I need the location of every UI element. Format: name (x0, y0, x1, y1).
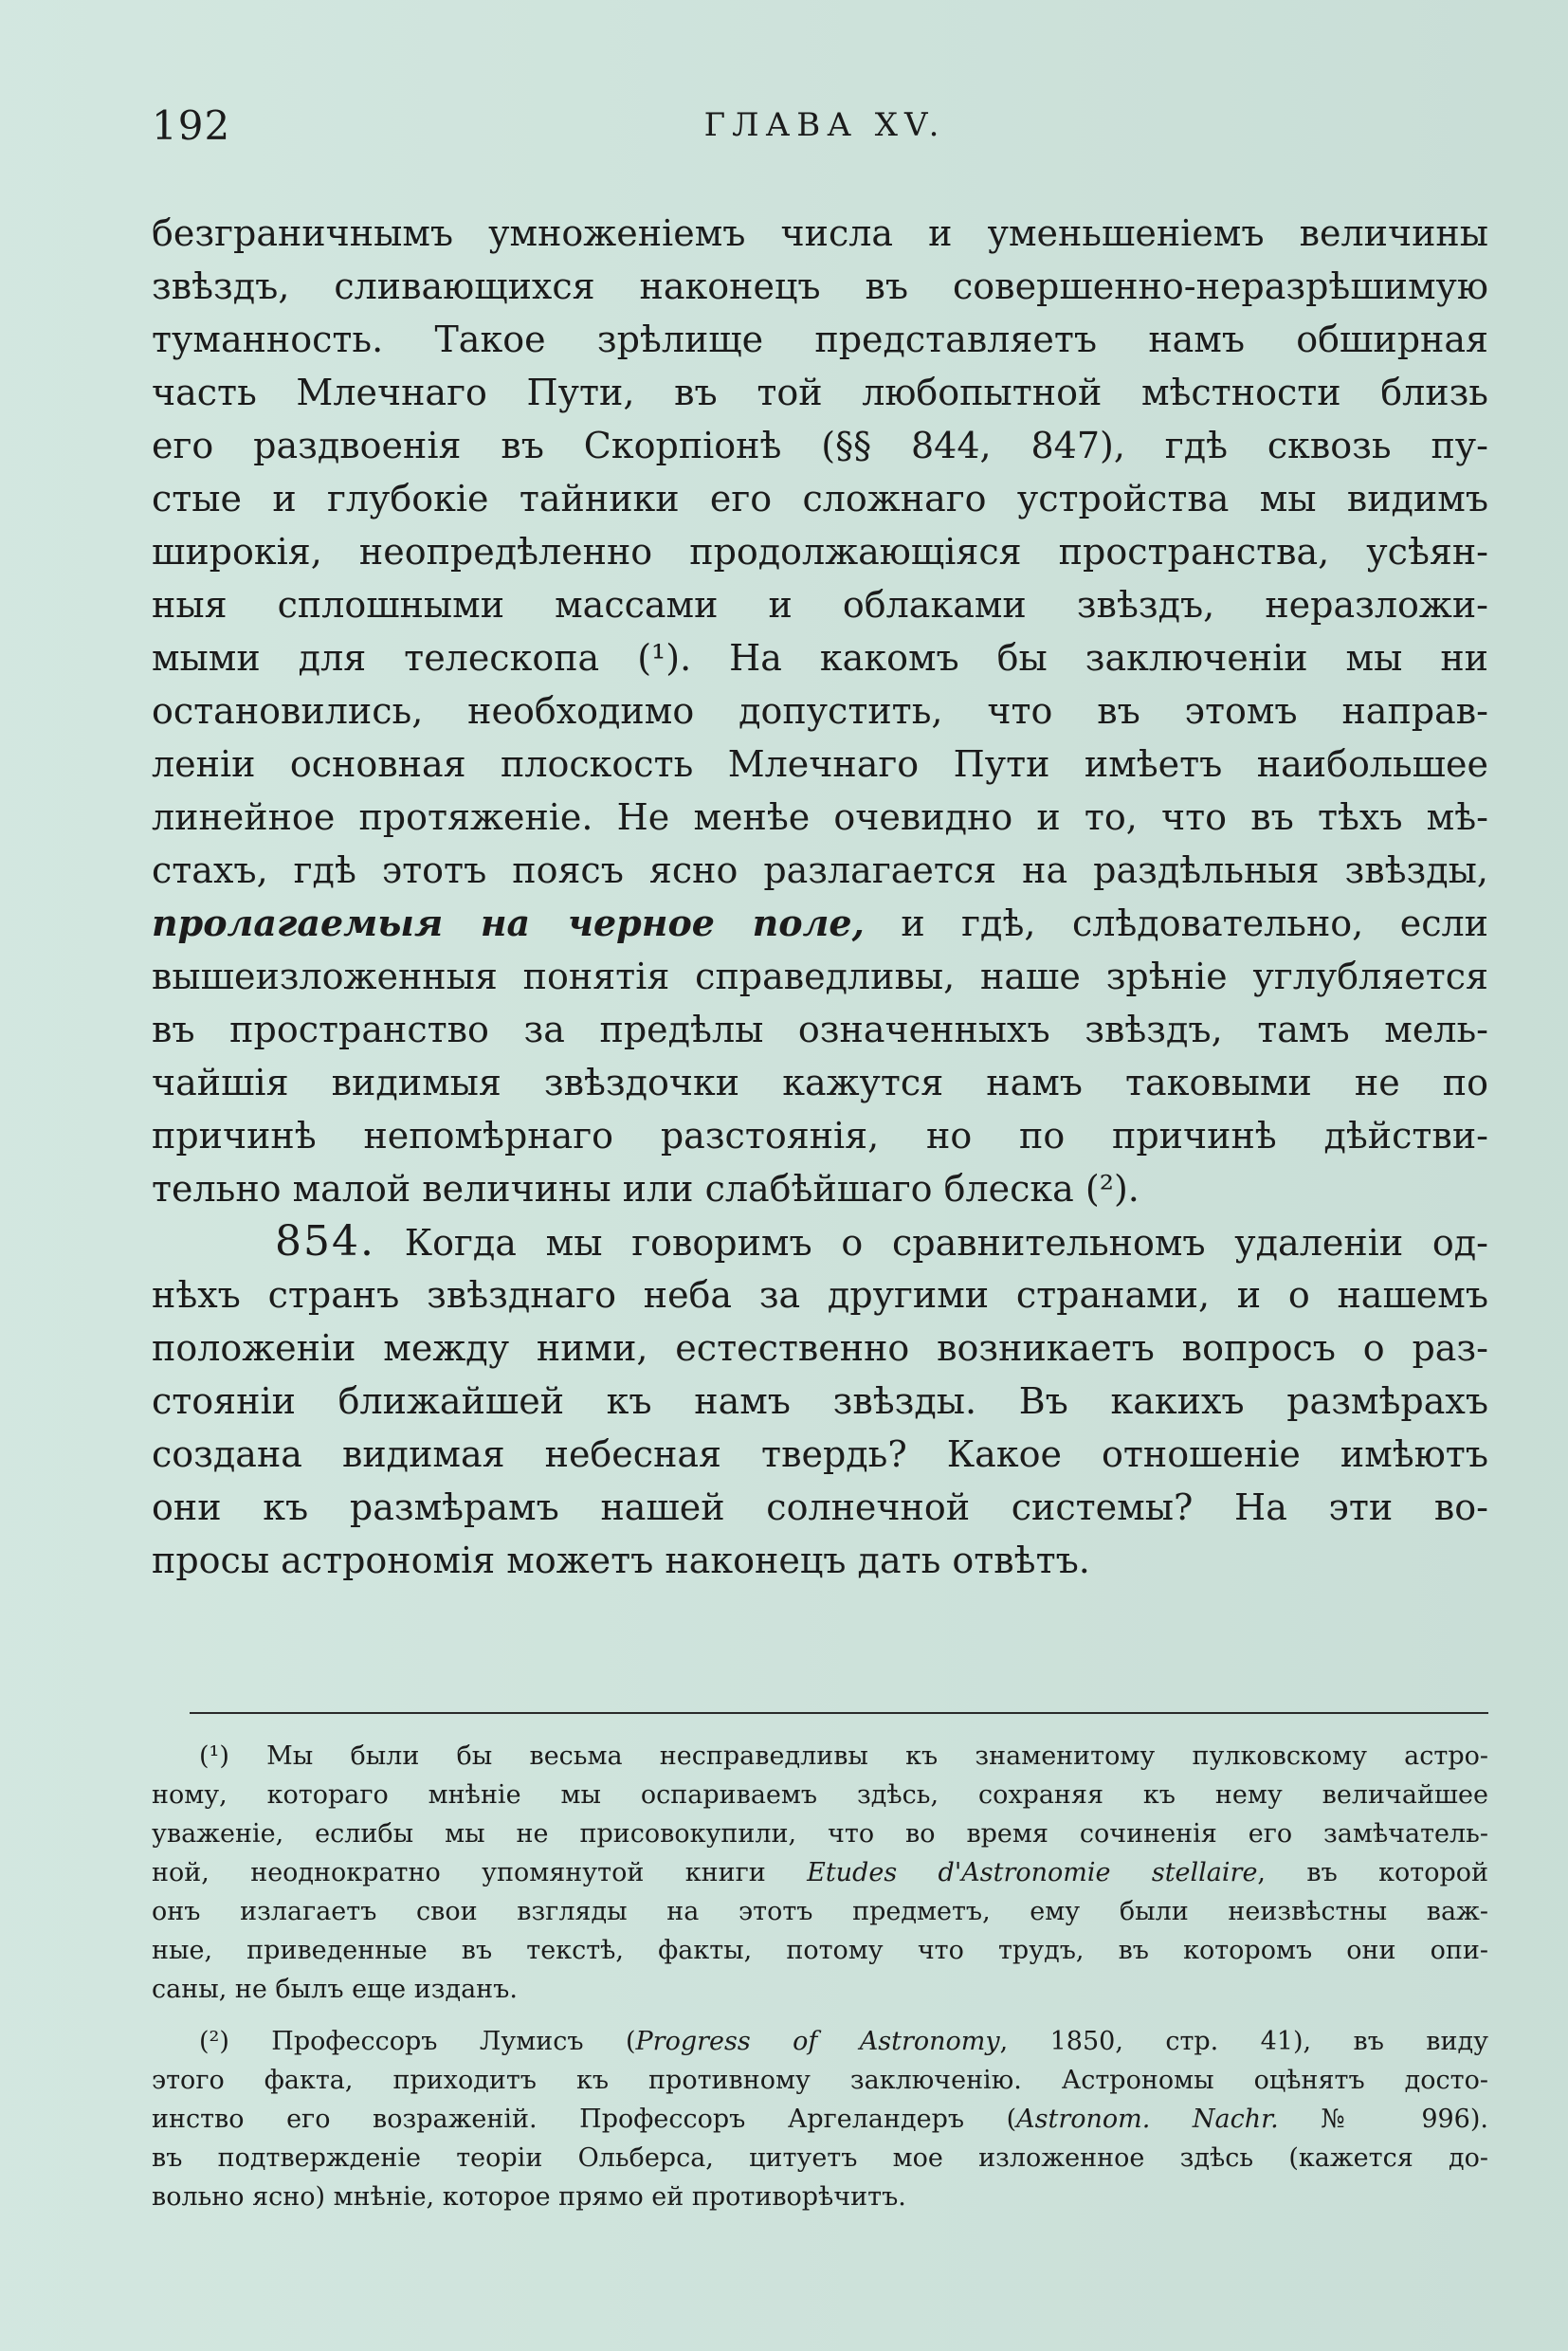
text-line: вышеизложенныя понятія справедливы, наше зрѣніе углубляется (152, 956, 1488, 997)
text-line: они къ размѣрамъ нашей солнечной системы? На эти во- (152, 1486, 1488, 1528)
text-line: тельно малой величины или слабѣйшаго блеска (²). (152, 1168, 1140, 1210)
text-line: остановились, необходимо допустить, что въ этомъ направ- (152, 690, 1488, 732)
text-line: чайшія видимыя звѣздочки кажутся намъ таковыми не по (152, 1062, 1488, 1103)
page-number: 192 (152, 102, 231, 149)
footnote-1-line: саны, не былъ еще изданъ. (152, 1975, 518, 2004)
text-line: широкія, неопредѣленно продолжающіяся пространства, усѣян- (152, 531, 1488, 573)
chapter-title: ГЛАВА XV. (703, 106, 946, 144)
section-first-line (152, 1215, 1488, 1268)
footnote-1-line: ные, приведенные въ текстѣ, факты, потому что трудъ, въ которомъ они опи- (152, 1936, 1488, 1965)
text-line-emphasis (152, 897, 1488, 950)
text-line: ныя сплошными массами и облаками звѣздъ, неразложи- (152, 584, 1488, 626)
text-fragment: ной, неоднократно упомянутой книги (152, 1858, 808, 1887)
text-fragment: № 996). (1278, 2105, 1488, 2134)
text-line: туманность. Такое зрѣлище представляетъ намъ обширная (152, 319, 1488, 360)
footnote-2-line: этого факта, приходитъ къ противному заключенію. Астрономы оцѣнятъ досто- (152, 2066, 1488, 2095)
text-line: безграничнымъ умноженіемъ числа и уменьшеніемъ величины (152, 212, 1488, 254)
text-fragment: , 1850, стр. 41), въ виду (999, 2027, 1489, 2056)
footnote-gap (152, 2009, 1488, 2022)
emphasized-phrase: пролагаемыя на черное поле, (152, 902, 865, 944)
text-line: мыми для телескопа (¹). На какомъ бы заключеніи мы ни (152, 637, 1488, 679)
text-line: часть Млечнаго Пути, въ той любопытной мѣстности близь (152, 372, 1488, 413)
footnote-1-line: онъ излагаетъ свои взгляды на этотъ предметъ, ему были неизвѣстны важ- (152, 1897, 1488, 1926)
section-number: 854. (275, 1217, 375, 1266)
footnote-2-line (152, 2022, 1488, 2061)
footnote-1-line: ному, котораго мнѣніе мы оспариваемъ здѣсь, сохраняя къ нему величайшее (152, 1780, 1488, 1810)
footnote-1-line: (¹) Мы были бы весьма несправедливы къ знаменитому пулковскому астро- (199, 1741, 1488, 1771)
footnote-divider (190, 1712, 1488, 1714)
footnotes (152, 1737, 1488, 2216)
text-line: его раздвоенія въ Скорпіонѣ (§§ 844, 847), гдѣ сквозь пу- (152, 425, 1488, 466)
text-fragment: инство его возраженій. Профессоръ Аргеландеръ ( (152, 2105, 1017, 2134)
text-fragment: (²) Профессоръ Лумисъ ( (199, 2027, 636, 2056)
text-line: линейное протяженіе. Не менѣе очевидно и то, что въ тѣхъ мѣ- (152, 796, 1488, 838)
journal-title: Astronom. Nachr. (1016, 2105, 1279, 2134)
text-line: стые и глубокіе тайники его сложнаго устройства мы видимъ (152, 478, 1488, 519)
text-line: звѣздъ, сливающихся наконецъ въ совершенно-неразрѣшимую (152, 265, 1488, 307)
text-line: нѣхъ странъ звѣзднаго неба за другими странами, и о нашемъ (152, 1274, 1488, 1316)
book-title: Progress of Astronomy (635, 2027, 1000, 2056)
book-title: Etudes d'Astronomie stellaire (807, 1858, 1258, 1887)
text-fragment: и гдѣ, слѣдовательно, если (864, 902, 1488, 944)
footnote-1-line: уваженіе, еслибы мы не присовокупили, что во время сочиненія его замѣчатель- (152, 1819, 1488, 1849)
footnote-2-line: вольно ясно) мнѣніе, которое прямо ей противорѣчитъ. (152, 2182, 906, 2212)
text-line: причинѣ непомѣрнаго разстоянія, но по причинѣ дѣйстви- (152, 1115, 1488, 1157)
footnote-1-line (152, 1853, 1488, 1892)
text-line: просы астрономія можетъ наконецъ дать отвѣтъ. (152, 1540, 1090, 1581)
footnote-2-line (152, 2100, 1488, 2139)
text-fragment: , въ которой (1257, 1858, 1488, 1887)
footnote-2-line: въ подтвержденіе теоріи Ольберса, цитуетъ мое изложенное здѣсь (кажется до- (152, 2143, 1488, 2173)
text-line: стояніи ближайшей къ намъ звѣзды. Въ какихъ размѣрахъ (152, 1380, 1488, 1422)
running-head (152, 102, 1498, 159)
text-line: въ пространство за предѣлы означенныхъ звѣздъ, тамъ мель- (152, 1009, 1488, 1050)
text-line: леніи основная плоскость Млечнаго Пути имѣетъ наибольшее (152, 743, 1488, 785)
text-line: создана видимая небесная твердь? Какое отношеніе имѣютъ (152, 1433, 1488, 1475)
main-text (152, 207, 1488, 1587)
text-fragment: Когда мы говоримъ о сравнительномъ удаленіи од- (374, 1222, 1488, 1264)
text-line: стахъ, гдѣ этотъ поясъ ясно разлагается на раздѣльныя звѣзды, (152, 849, 1488, 891)
text-line: положеніи между ними, естественно возникаетъ вопросъ о раз- (152, 1327, 1488, 1369)
